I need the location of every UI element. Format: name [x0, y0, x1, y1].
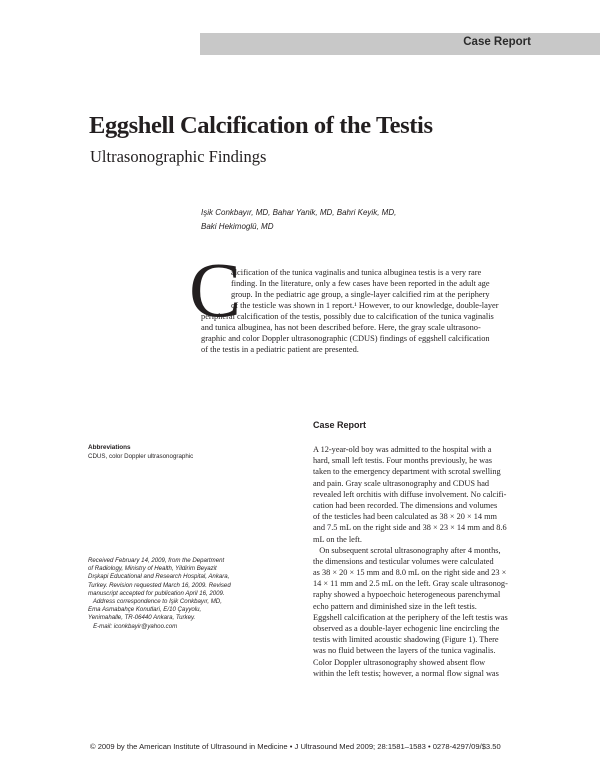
- abbreviations-text: CDUS, color Doppler ultrasonographic: [88, 453, 194, 460]
- section-banner: [200, 33, 600, 55]
- body-line: Color Doppler ultrasonography showed absent flow: [313, 657, 486, 667]
- body-line: mL on the left.: [313, 534, 362, 544]
- received-line: manuscript accepted for publication April 16, 2009.: [88, 589, 225, 597]
- body-line: echo pattern and diminished size in the left testis.: [313, 601, 477, 611]
- received-line: of Radiology, Ministry of Health, Yildirim Beyazit: [88, 565, 217, 573]
- received-line: Dışkapi Educational and Research Hospital, Ankara,: [88, 573, 230, 581]
- case-report-body: [313, 444, 536, 679]
- footer-copyright: © 2009 by the American Institute of Ultrasound in Medicine • J Ultrasound Med 2009; 28:1581–1583 • 0278-4297/09/$3.50: [90, 742, 501, 751]
- abstract: [189, 246, 536, 372]
- received-line: Yenimahalle, TR-06440 Ankara, Turkey.: [88, 614, 196, 622]
- body-line: and 7.5 mL on the right side and 38 × 23 × 14 mm and 8.6: [313, 523, 507, 533]
- body-line: Eggshell calcification at the periphery of the left testis was: [313, 612, 508, 622]
- abstract-line: graphic and color Doppler ultrasonographic (CDUS) findings of eggshell calcification: [201, 334, 490, 343]
- received-line: Ema Asmabahçe Konutlari, E/10 Çayyolu,: [88, 606, 202, 614]
- section-label: Case Report: [463, 36, 531, 48]
- author-list: [201, 206, 531, 233]
- body-line: testis with limited acoustic shadowing (Figure 1). There: [313, 635, 499, 645]
- received-line: Received February 14, 2009, from the Department: [88, 557, 225, 564]
- abstract-line: of the testicle was shown in 1 report.¹ However, to our knowledge, double-layer: [231, 301, 499, 310]
- body-line: 14 × 11 mm and 2.5 mL on the left. Gray scale ultrasonog-: [313, 579, 508, 589]
- body-line: raphy showed a hypoechoic heterogeneous parenchymal: [313, 590, 501, 600]
- abstract-line: peripheral calcification of the testis, possibly due to calcification of the tunica vaginalis: [201, 312, 494, 321]
- section-heading: Case Report: [313, 420, 367, 430]
- article-title: Eggshell Calcification of the Testis: [89, 112, 433, 139]
- abstract-line: finding. In the literature, only a few cases have been reported in the adult age: [231, 279, 490, 288]
- body-line: taken to the emergency department with scrotal swelling: [313, 467, 501, 477]
- body-line: revealed left orchitis with diffuse involvement. No calcifi-: [313, 489, 507, 499]
- abbreviations-title: Abbreviations: [88, 444, 131, 451]
- authors-line: Baki Hekimoglü, MD: [201, 221, 274, 231]
- body-line: as 38 × 20 × 15 mm and 8.0 mL on the right side and 23 ×: [313, 568, 507, 578]
- body-line: hard, small left testis. Four months previously, he was: [313, 456, 492, 466]
- abstract-line: and tunica albuginea, has not been described before. Here, the gray scale ultrasono-: [201, 323, 481, 332]
- body-line: the dimensions and testicular volumes were calculated: [313, 556, 494, 566]
- body-line: was no fluid between the layers of the tunica vaginalis.: [313, 646, 496, 656]
- abstract-line: group. In the pediatric age group, a single-layer calcified rim at the periphery: [231, 290, 490, 299]
- body-line: cation had been recorded. The dimensions and volumes: [313, 500, 498, 510]
- body-line: On subsequent scrotal ultrasonography after 4 months,: [313, 545, 501, 555]
- received-line: Turkey. Revision requested March 16, 2009. Revised: [88, 581, 231, 589]
- article-subtitle: Ultrasonographic Findings: [90, 147, 267, 166]
- body-line: within the left testis; however, a normal flow signal was: [313, 668, 499, 678]
- body-line: of the testicles had been calculated as 38 × 20 × 14 mm: [313, 512, 497, 522]
- received-line: Address correspondence to Işik Conkbayır, MD,: [88, 597, 222, 605]
- abstract-line: of the testis in a pediatric patient are presented.: [201, 345, 359, 354]
- authors-line: Işik Conkbayır, MD, Bahar Yanik, MD, Bahri Keyik, MD,: [201, 208, 397, 217]
- body-line: A 12-year-old boy was admitted to the hospital with a: [313, 445, 492, 454]
- drop-cap: C: [189, 246, 242, 333]
- body-line: observed as a double-layer echogenic line encircling the: [313, 624, 500, 633]
- received-note: [88, 557, 278, 631]
- body-line: and pain. Gray scale ultrasonography and CDUS had: [313, 478, 490, 488]
- abstract-line: alcification of the tunica vaginalis and tunica albuginea testis is a very rare: [231, 268, 482, 277]
- received-line: E-mail: iconkbayir@yahoo.com: [88, 622, 178, 630]
